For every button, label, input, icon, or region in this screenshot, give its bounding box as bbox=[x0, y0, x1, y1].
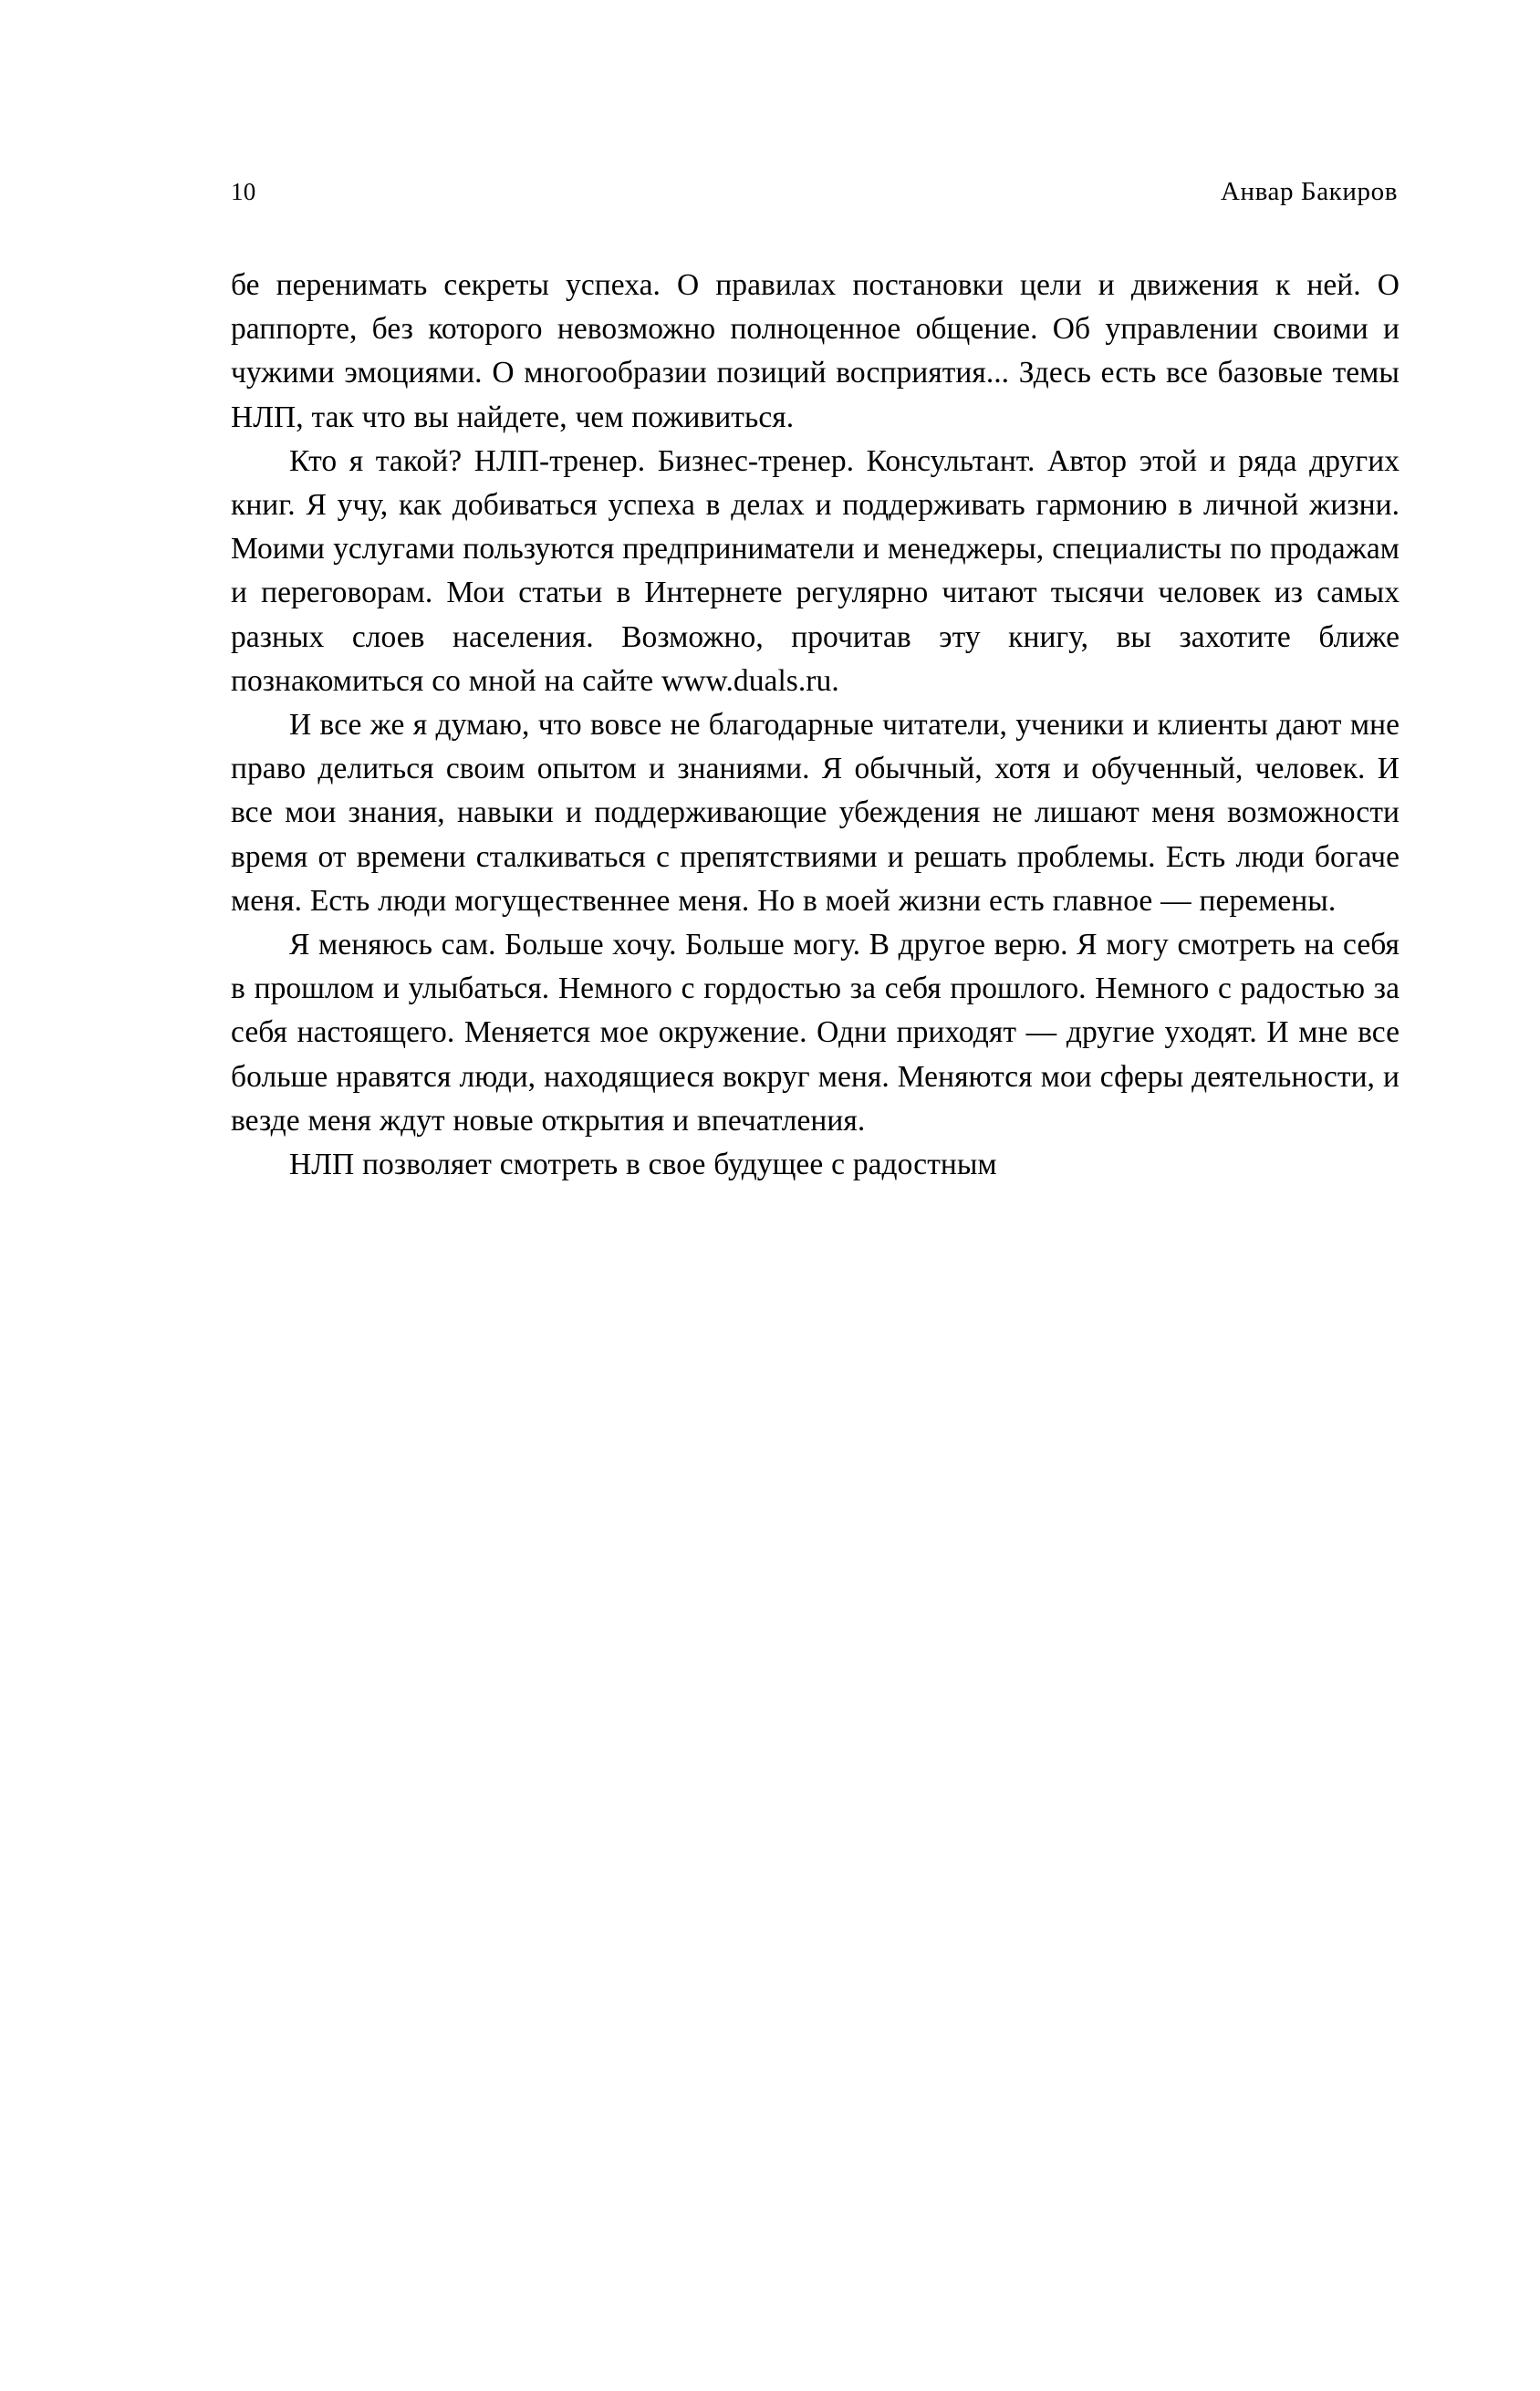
body-text-column bbox=[231, 264, 1400, 1187]
page-header bbox=[231, 179, 1398, 205]
paragraph-2: Кто я такой? НЛП-тренер. Бизнес-тренер. Консультант. Автор этой и ряда других книг. Я учу, как добиваться успеха в делах и поддерживать гармонию в личной жизни. Моими услугами пользуются предприниматели и менеджеры, специалисты по продажам и переговорам. Мои статьи в Интернете регулярно читают тысячи человек из самых разных слоев населения. Возможно, прочитав эту книгу, вы захотите ближе познакомиться со мной на сайте www.duals.ru. bbox=[231, 443, 1400, 698]
paragraph-5: НЛП позволяет смотреть в свое будущее с радостным bbox=[289, 1148, 997, 1182]
paragraph-3: И все же я думаю, что вовсе не благодарные читатели, ученики и клиенты дают мне право делиться своим опытом и знаниями. Я обычный, хотя и обученный, человек. И все мои знания, навыки и поддерживающие убеждения не лишают меня возможности время от времени сталкиваться с препятствиями и решать проблемы. Есть люди богаче меня. Есть люди могущественнее меня. Но в моей жизни есть главное — перемены. bbox=[231, 708, 1400, 918]
page-number: 10 bbox=[231, 178, 256, 205]
running-title-author: Анвар Бакиров bbox=[1220, 177, 1398, 206]
paragraph-4: Я меняюсь сам. Больше хочу. Больше могу. В другое верю. Я могу смотреть на себя в прошлом и улыбаться. Немного с гордостью за себя прошлого. Немного с радостью за себя настоящего. Меняется мое окружение. Одни приходят — другие уходят. И мне все больше нравятся люди, находящиеся вокруг меня. Меняются мои сферы деятельности, и везде меня ждут новые открытия и впечатления. bbox=[231, 928, 1400, 1138]
paragraph-1: бе перенимать секреты успеха. О правилах постановки цели и движения к ней. О раппорте, без которого невозможно полноценное общение. Об управлении своими и чужими эмоциями. О многообразии позиций восприятия... Здесь есть все базовые темы НЛП, так что вы найдете, чем поживиться. bbox=[231, 268, 1400, 434]
